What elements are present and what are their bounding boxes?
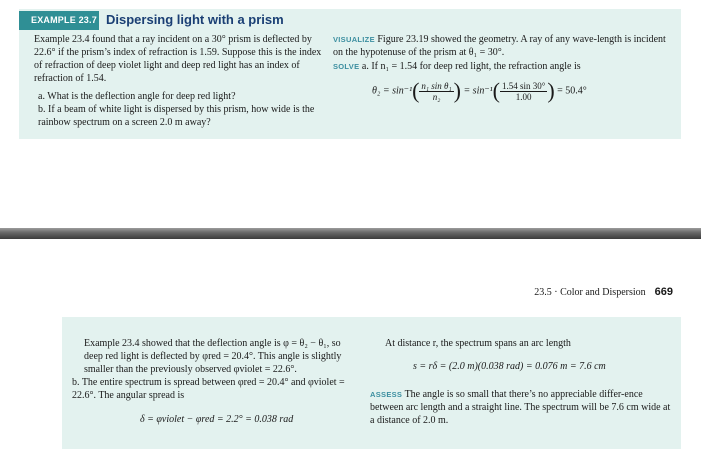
- solve-text: a. If n₁ = 1.54 for deep red light, the refraction angle is: [361, 61, 581, 72]
- question-a: a. What is the deflection angle for deep red light?: [38, 91, 236, 102]
- problem-text: Example 23.4 found that a ray incident on a 30° prism is deflected by 22.6° if the prism’s index of refraction is 1.59. Suppose this is the index of refraction of deep violet light and deep red light has an index of refraction of 1.54.: [34, 34, 322, 84]
- eq-frac1-num: n₁ sin θ₁: [421, 80, 452, 91]
- assess-label: ASSESS: [370, 390, 403, 399]
- question-b: b. If a beam of white light is dispersed by this prism, how wide is the rainbow spectrum on a screen 2.0 m away?: [38, 104, 315, 128]
- continuation-para-b: b. The entire spectrum is spread between φred = 20.4° and φviolet = 22.6°. The angular spread is: [72, 377, 345, 401]
- refraction-equation: θ₂ = sin⁻¹( $\frac{\text{n₁ sin θ₁}}{\text{n₂}}$ ) = sin⁻¹( $\frac{1.54 \sin 30^\circ}{1.00}$ ) = 50.4°: [372, 78, 587, 103]
- running-header: [534, 286, 673, 298]
- eq-rhs: = 50.4°: [557, 85, 587, 97]
- example-title: Dispersing light with a prism: [106, 12, 284, 27]
- visualize-text: Figure 23.19 showed the geometry. A ray of any wave-length is incident on the hypotenuse of the prism at θ₁ = 30°.: [333, 34, 666, 58]
- solve-paragraph: [333, 60, 675, 73]
- arc-length-equation: s = rδ = (2.0 m)(0.038 rad) = 0.076 m = 7.6 cm: [413, 361, 606, 372]
- page-number: 669: [654, 286, 673, 298]
- eq-frac2-num: 1.54 sin 30°: [501, 80, 546, 91]
- page-divider: [0, 228, 701, 239]
- eq-frac1-den: n₂: [432, 91, 441, 102]
- visualize-label: VISUALIZE: [333, 35, 375, 44]
- arc-length-intro: At distance r, the spectrum spans an arc length: [385, 338, 571, 349]
- assess-paragraph: [370, 388, 673, 427]
- continuation-para-a: Example 23.4 showed that the deflection angle is φ = θ₂ − θ₁, so deep red light is deflected by φred = 20.4°. This angle is slightly smaller than the previously observed φviolet = 22.6°.: [84, 338, 342, 375]
- example-tag: EXAMPLE 23.7: [19, 11, 99, 30]
- section-title: 23.5 · Color and Dispersion: [534, 287, 646, 298]
- eq-lhs: θ₂ = sin⁻¹: [372, 85, 413, 97]
- delta-equation: δ = φviolet − φred = 2.2° = 0.038 rad: [140, 414, 294, 425]
- assess-text: The angle is so small that there’s no appreciable differ-ence between arc length and a straight line. The spectrum will be 7.6 cm wide at a distance of 2.0 m.: [370, 389, 671, 426]
- eq-fraction-2: [500, 81, 547, 102]
- solve-label: SOLVE: [333, 62, 360, 71]
- eq-fraction-1: [419, 81, 453, 102]
- eq-frac2-den: 1.00: [515, 91, 532, 102]
- visualize-paragraph: [333, 33, 675, 59]
- eq-mid: = sin⁻¹: [463, 85, 493, 97]
